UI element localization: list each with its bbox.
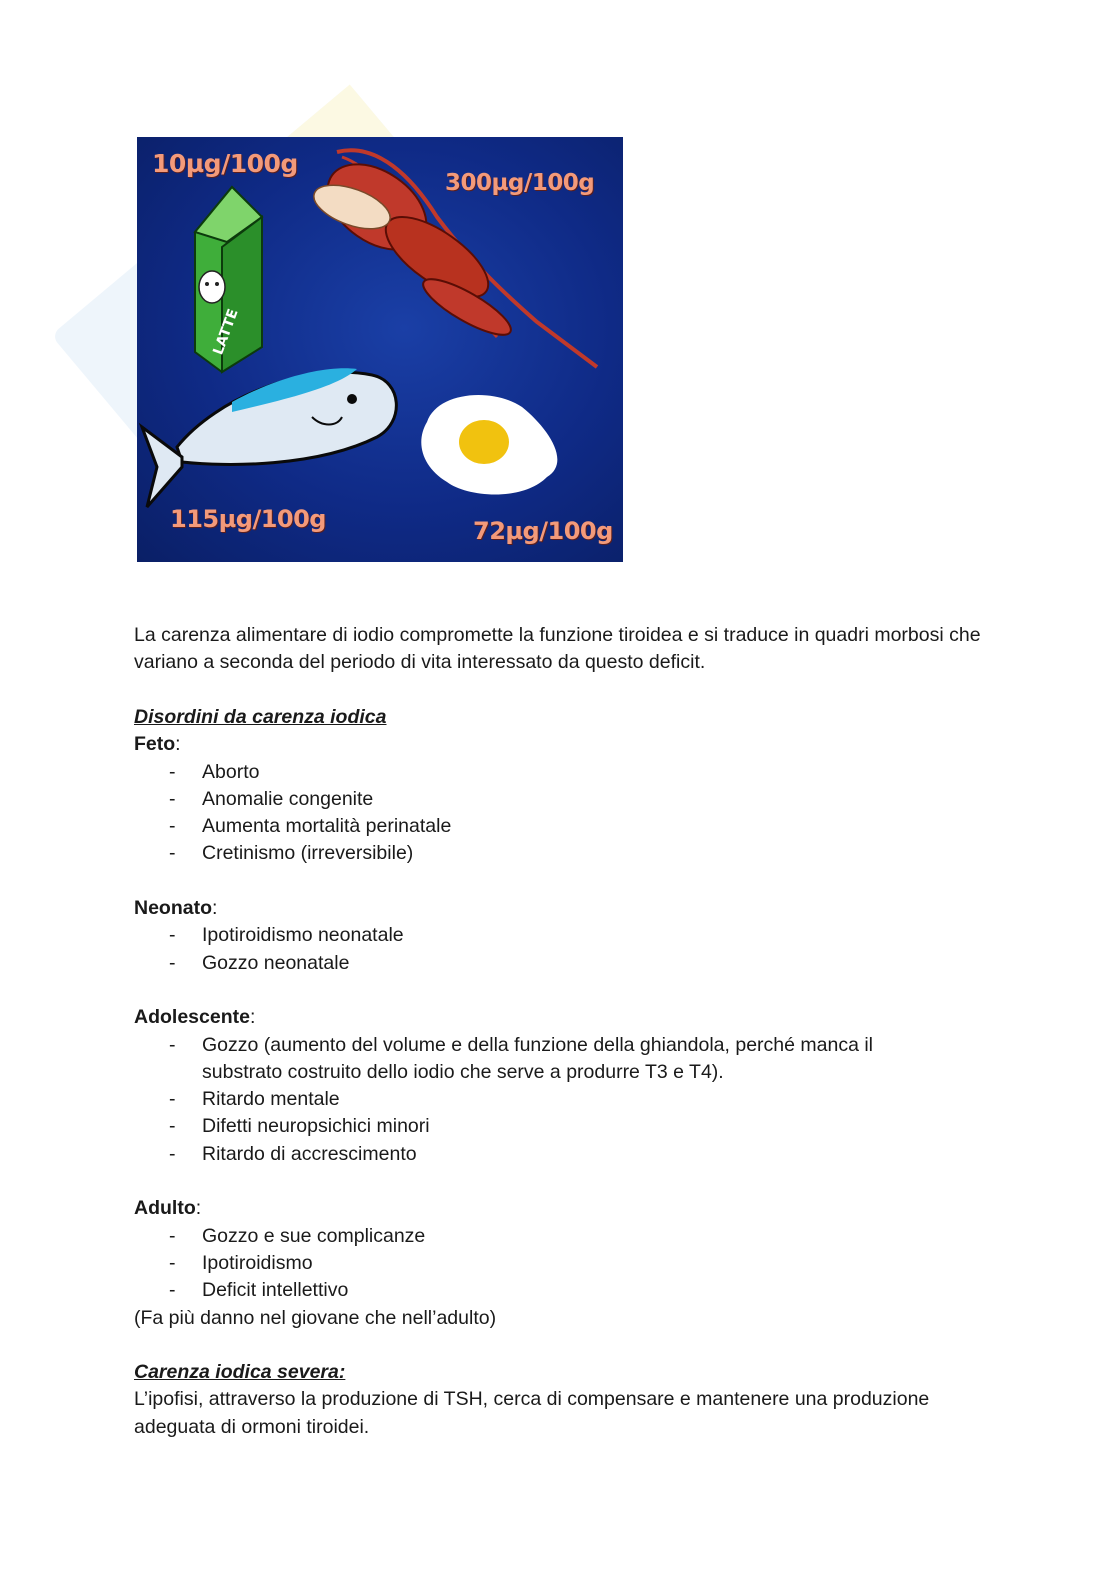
- list-feto: [134, 759, 994, 868]
- group-title-feto: Feto:: [134, 733, 181, 756]
- list-item: - Gozzo neonatale: [134, 950, 994, 977]
- group-title-neonato: Neonato:: [134, 897, 218, 920]
- shellfish-iodine-label: 300µg/100g: [445, 170, 595, 196]
- list-adulto: [134, 1223, 994, 1305]
- list-item: - Ipotiroidismo neonatale: [134, 922, 994, 949]
- group-title-adolescente: Adolescente:: [134, 1006, 256, 1029]
- intro-text: La carenza alimentare di iodio compromette la funzione tiroidea e si traduce in quadri morbosi che variano a seconda del periodo di vita interessato da questo deficit.: [134, 624, 981, 674]
- list-item: - Aumenta mortalità perinatale: [134, 813, 994, 840]
- severe-deficiency-text: L’ipofisi, attraverso la produzione di TSH, cerca di compensare e mantenere una produzione adeguata di ormoni tiroidei.: [134, 1388, 930, 1438]
- svg-text:LATTE: LATTE: [210, 306, 242, 358]
- list-item: - Gozzo e sue complicanze: [134, 1223, 994, 1250]
- list-item: - Difetti neuropsichici minori: [134, 1113, 994, 1140]
- fried-egg-icon: [421, 395, 557, 495]
- milk-carton-icon: [195, 187, 262, 372]
- list-item: - Ritardo mentale: [134, 1086, 994, 1113]
- list-item: - Ritardo di accrescimento: [134, 1141, 994, 1168]
- list-item: - Anomalie congenite: [134, 786, 994, 813]
- severe-deficiency-heading: Carenza iodica severa:: [134, 1361, 346, 1384]
- fish-icon: [142, 368, 396, 507]
- intro-paragraph: [134, 622, 994, 677]
- list-item: - Aborto: [134, 759, 994, 786]
- list-item: - Gozzo (aumento del volume e della funzione della ghiandola, perché manca il substrato costruito dello iodio che serve a produrre T3 e T4).: [134, 1032, 942, 1087]
- iodine-deficiency-disorders-section: [134, 704, 994, 1441]
- note-text: (Fa più danno nel giovane che nell’adulto): [134, 1306, 497, 1329]
- list-item: - Deficit intellettivo: [134, 1277, 994, 1304]
- list-item: - Ipotiroidismo: [134, 1250, 994, 1277]
- egg-iodine-label: 72µg/100g: [473, 517, 613, 545]
- list-neonato: [134, 922, 994, 977]
- group-title-adulto: Adulto:: [134, 1197, 202, 1220]
- iodine-foods-illustration: [137, 137, 623, 562]
- milk-iodine-label: 10µg/100g: [152, 149, 298, 178]
- list-adolescente: [134, 1032, 994, 1168]
- fish-iodine-label: 115µg/100g: [170, 505, 326, 533]
- section-heading: Disordini da carenza iodica: [134, 706, 387, 728]
- list-item: - Cretinismo (irreversibile): [134, 840, 994, 867]
